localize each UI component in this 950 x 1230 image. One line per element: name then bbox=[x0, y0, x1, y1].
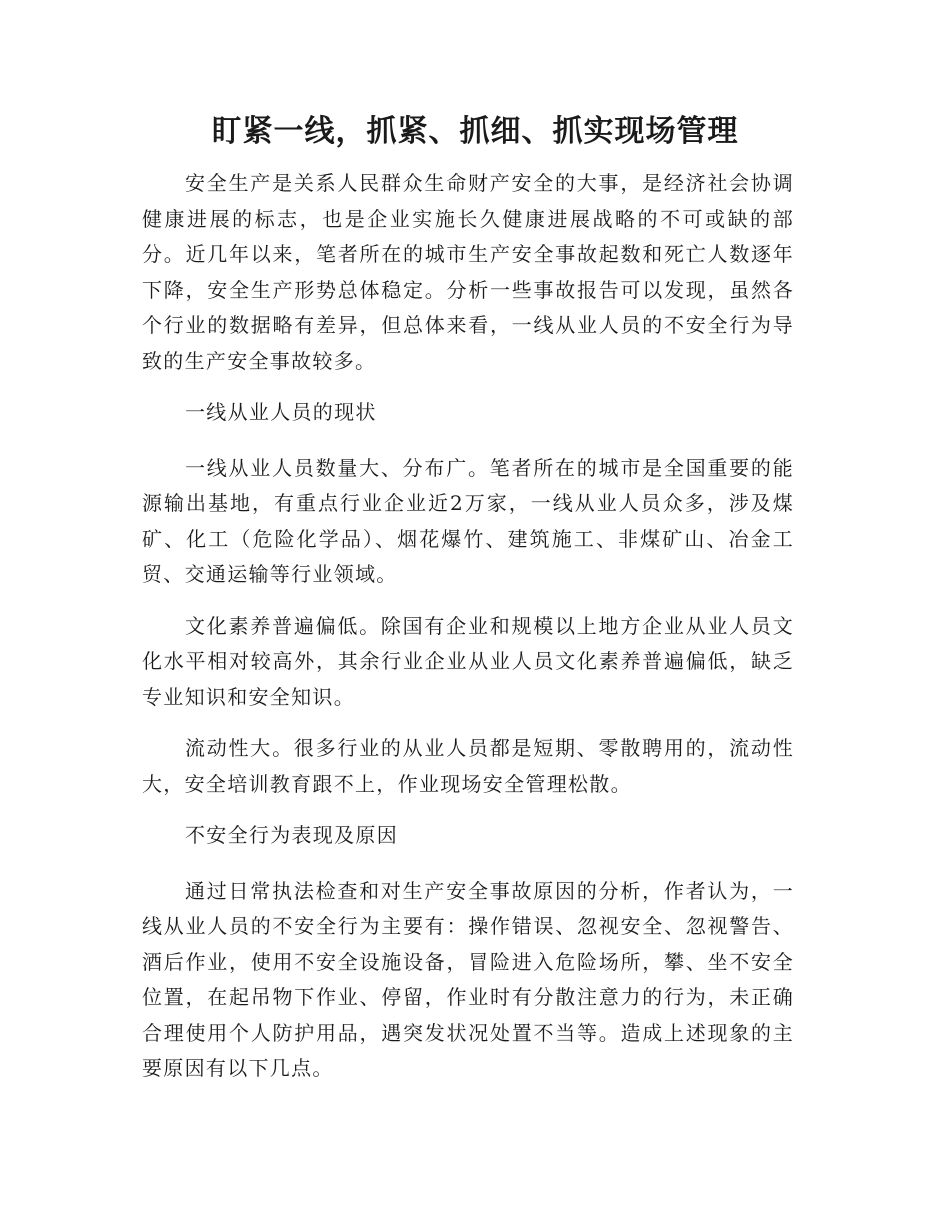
paragraph-intro: 安全生产是关系人民群众生命财产安全的大事，是经济社会协调健康进展的标志，也是企业实施长久健康进展战略的不可或缺的部分。近几年以来，笔者所在的城市生产安全事故起数和死亡人数逐年下降，安全生产形势总体稳定。分析一些事故报告可以发现，虽然各个行业的数据略有差异，但总体来看，一线从业人员的不安全行为导致的生产安全事故较多。 bbox=[142, 171, 794, 373]
document-title: 盯紧一线，抓紧、抓细、抓实现场管理 bbox=[211, 114, 739, 149]
paragraph-mobility: 流动性大。很多行业的从业人员都是短期、零散聘用的，流动性大，安全培训教育跟不上，作业现场安全管理松散。 bbox=[142, 736, 794, 796]
section-heading-current-status: 一线从业人员的现状 bbox=[185, 400, 377, 424]
paragraph-education-level: 文化素养普遍偏低。除国有企业和规模以上地方企业从业人员文化水平相对较高外，其余行业企业从业人员文化素养普遍偏低，缺乏专业知识和安全知识。 bbox=[142, 613, 794, 709]
paragraph-workforce-size: 一线从业人员数量大、分布广。笔者所在的城市是全国重要的能源输出基地，有重点行业企业近2万家，一线从业人员众多，涉及煤矿、化工（危险化学品）、烟花爆竹、建筑施工、非煤矿山、冶金工贸、交通运输等行业领域。 bbox=[142, 455, 794, 586]
section-heading-unsafe-behavior: 不安全行为表现及原因 bbox=[185, 823, 398, 847]
paragraph-unsafe-behavior: 通过日常执法检查和对生产安全事故原因的分析，作者认为，一线从业人员的不安全行为主要有：操作错误、忽视安全、忽视警告、酒后作业，使用不安全设施设备，冒险进入危险场所，攀、坐不安全位置，在起吊物下作业、停留，作业时有分散注意力的行为，未正确合理使用个人防护用品，遇突发状况处置不当等。造成上述现象的主要原因有以下几点。 bbox=[142, 878, 794, 1080]
document-body bbox=[142, 166, 794, 1103]
